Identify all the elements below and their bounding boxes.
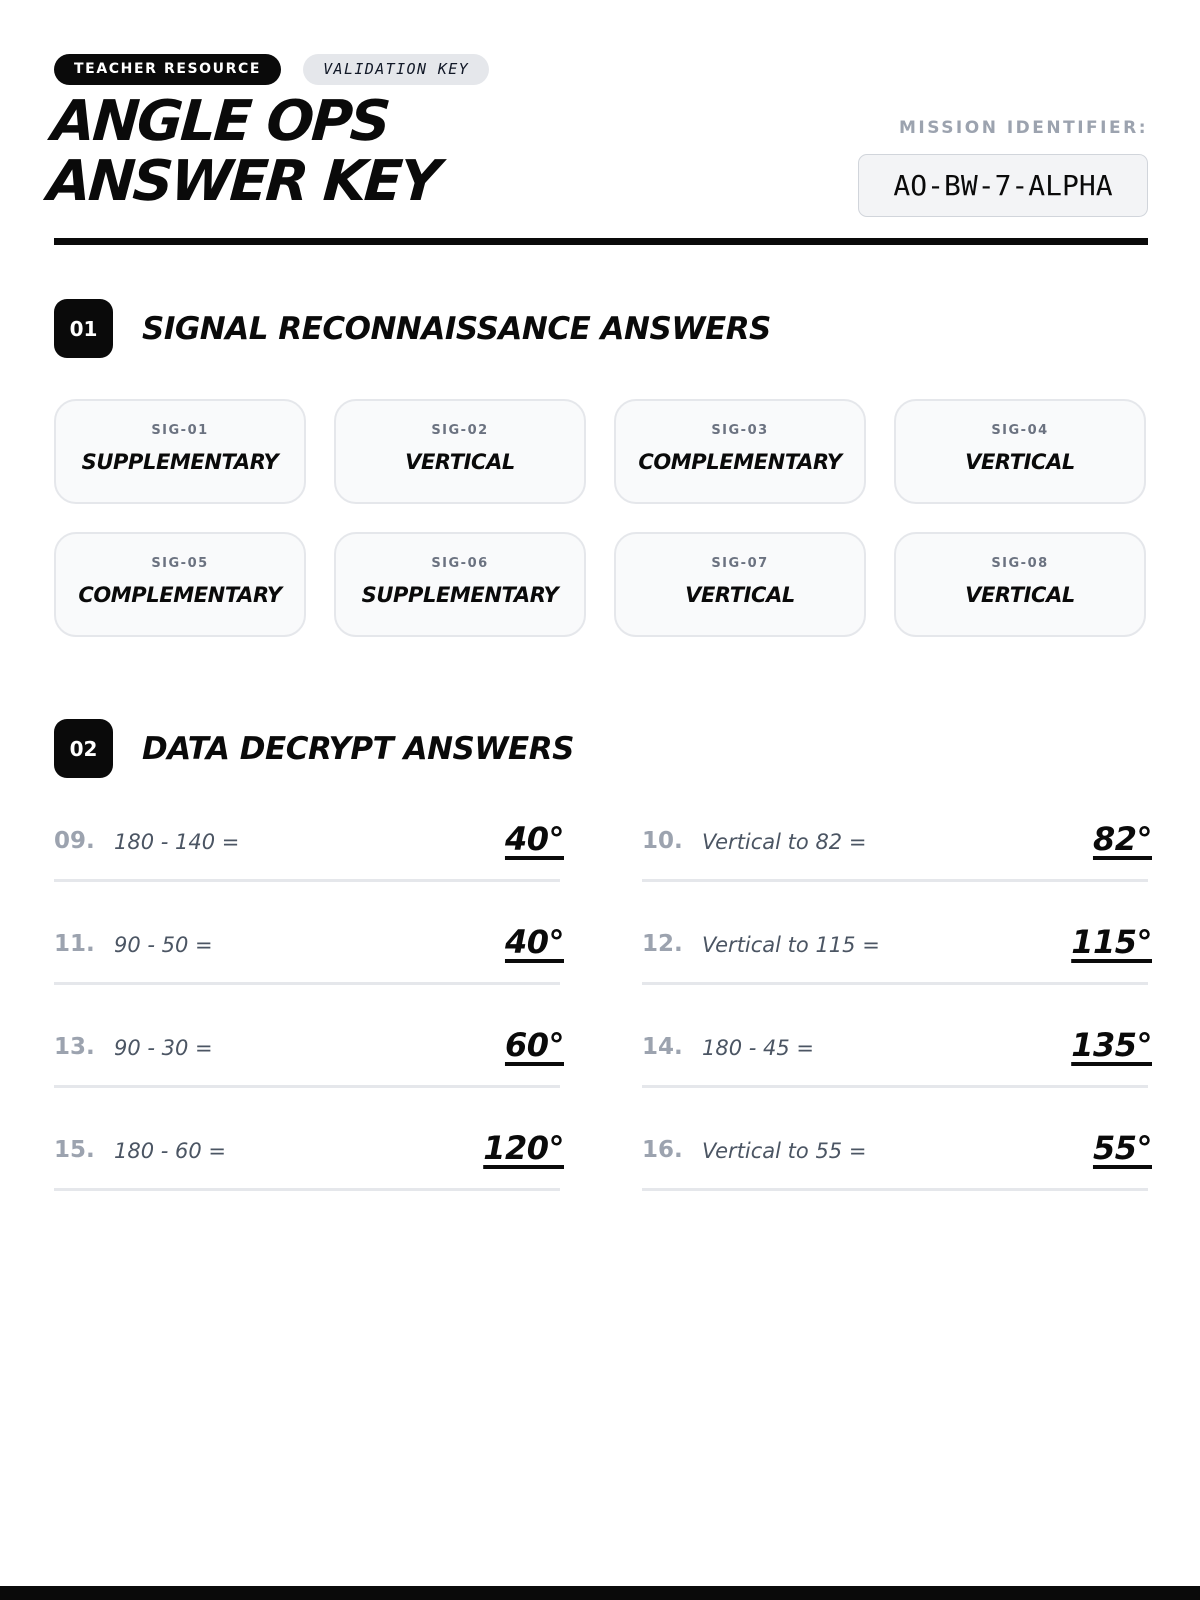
signal-card <box>894 399 1146 504</box>
signal-code: SIG-08 <box>991 556 1049 571</box>
signal-answer: VERTICAL <box>405 450 515 474</box>
signal-answer: SUPPLEMENTARY <box>361 583 559 607</box>
section-01-header <box>54 299 771 358</box>
question-number: 13. <box>54 1034 95 1060</box>
page-title-line-2: ANSWER KEY <box>45 149 441 214</box>
answer-line <box>642 982 1148 985</box>
signal-code: SIG-01 <box>151 423 209 438</box>
signal-answer: COMPLEMENTARY <box>78 583 282 607</box>
question-number: 10. <box>642 828 683 854</box>
mission-identifier <box>858 118 1148 217</box>
question-text: 90 - 50 = <box>114 933 213 957</box>
signal-answer: VERTICAL <box>965 450 1075 474</box>
decrypt-answers-grid <box>54 808 1152 1220</box>
question-text: Vertical to 82 = <box>702 830 867 854</box>
decrypt-row <box>642 911 1152 1014</box>
decrypt-row <box>54 911 564 1014</box>
signal-answer: COMPLEMENTARY <box>638 450 842 474</box>
question-text: 180 - 140 = <box>114 830 240 854</box>
signal-code: SIG-02 <box>431 423 489 438</box>
signal-card <box>334 399 586 504</box>
signal-answers-grid <box>54 399 1148 637</box>
answer-value: 135° <box>1071 1026 1152 1064</box>
signal-answer: SUPPLEMENTARY <box>81 450 279 474</box>
section-02-number: 02 <box>54 719 113 778</box>
answer-line <box>54 982 560 985</box>
teacher-resource-tag: TEACHER RESOURCE <box>54 54 281 85</box>
question-number: 16. <box>642 1137 683 1163</box>
question-text: 90 - 30 = <box>114 1036 213 1060</box>
question-text: 180 - 60 = <box>114 1139 227 1163</box>
signal-card <box>334 532 586 637</box>
question-text: Vertical to 115 = <box>702 933 880 957</box>
answer-line <box>642 1188 1148 1191</box>
section-02-header <box>54 719 574 778</box>
mission-identifier-value: AO-BW-7-ALPHA <box>858 154 1148 217</box>
question-number: 12. <box>642 931 683 957</box>
section-01-title: SIGNAL RECONNAISSANCE ANSWERS <box>142 310 771 347</box>
decrypt-row <box>54 1014 564 1117</box>
answer-value: 60° <box>504 1026 564 1064</box>
answer-value: 55° <box>1092 1129 1152 1167</box>
question-text: Vertical to 55 = <box>702 1139 867 1163</box>
signal-card <box>54 399 306 504</box>
answer-line <box>642 1085 1148 1088</box>
mission-identifier-label: MISSION IDENTIFIER: <box>898 118 1148 138</box>
signal-code: SIG-05 <box>151 556 209 571</box>
answer-value: 82° <box>1092 820 1152 858</box>
answer-line <box>54 879 560 882</box>
answer-line <box>54 1188 560 1191</box>
decrypt-row <box>642 1117 1152 1220</box>
validation-key-tag: VALIDATION KEY <box>303 54 489 85</box>
header-tags <box>54 54 489 85</box>
question-number: 09. <box>54 828 95 854</box>
question-text: 180 - 45 = <box>702 1036 815 1060</box>
answer-value: 40° <box>504 820 564 858</box>
section-01-number: 01 <box>54 299 113 358</box>
signal-card <box>894 532 1146 637</box>
question-number: 14. <box>642 1034 683 1060</box>
signal-card <box>614 532 866 637</box>
question-number: 15. <box>54 1137 95 1163</box>
signal-answer: VERTICAL <box>685 583 795 607</box>
signal-code: SIG-03 <box>711 423 769 438</box>
signal-answer: VERTICAL <box>965 583 1075 607</box>
signal-code: SIG-07 <box>711 556 769 571</box>
footer-bar <box>0 1586 1200 1600</box>
header-divider <box>54 238 1148 245</box>
answer-key-page <box>45 0 1152 1600</box>
decrypt-row <box>642 808 1152 911</box>
signal-card <box>614 399 866 504</box>
decrypt-row <box>54 1117 564 1220</box>
page-title <box>45 89 445 214</box>
decrypt-row <box>642 1014 1152 1117</box>
signal-code: SIG-06 <box>431 556 489 571</box>
question-number: 11. <box>54 931 95 957</box>
answer-line <box>642 879 1148 882</box>
answer-value: 120° <box>483 1129 564 1167</box>
page-title-line-1: ANGLE OPS <box>49 89 391 154</box>
signal-card <box>54 532 306 637</box>
answer-value: 115° <box>1071 923 1152 961</box>
decrypt-row <box>54 808 564 911</box>
answer-value: 40° <box>504 923 564 961</box>
answer-line <box>54 1085 560 1088</box>
signal-code: SIG-04 <box>991 423 1049 438</box>
section-02-title: DATA DECRYPT ANSWERS <box>142 730 574 767</box>
